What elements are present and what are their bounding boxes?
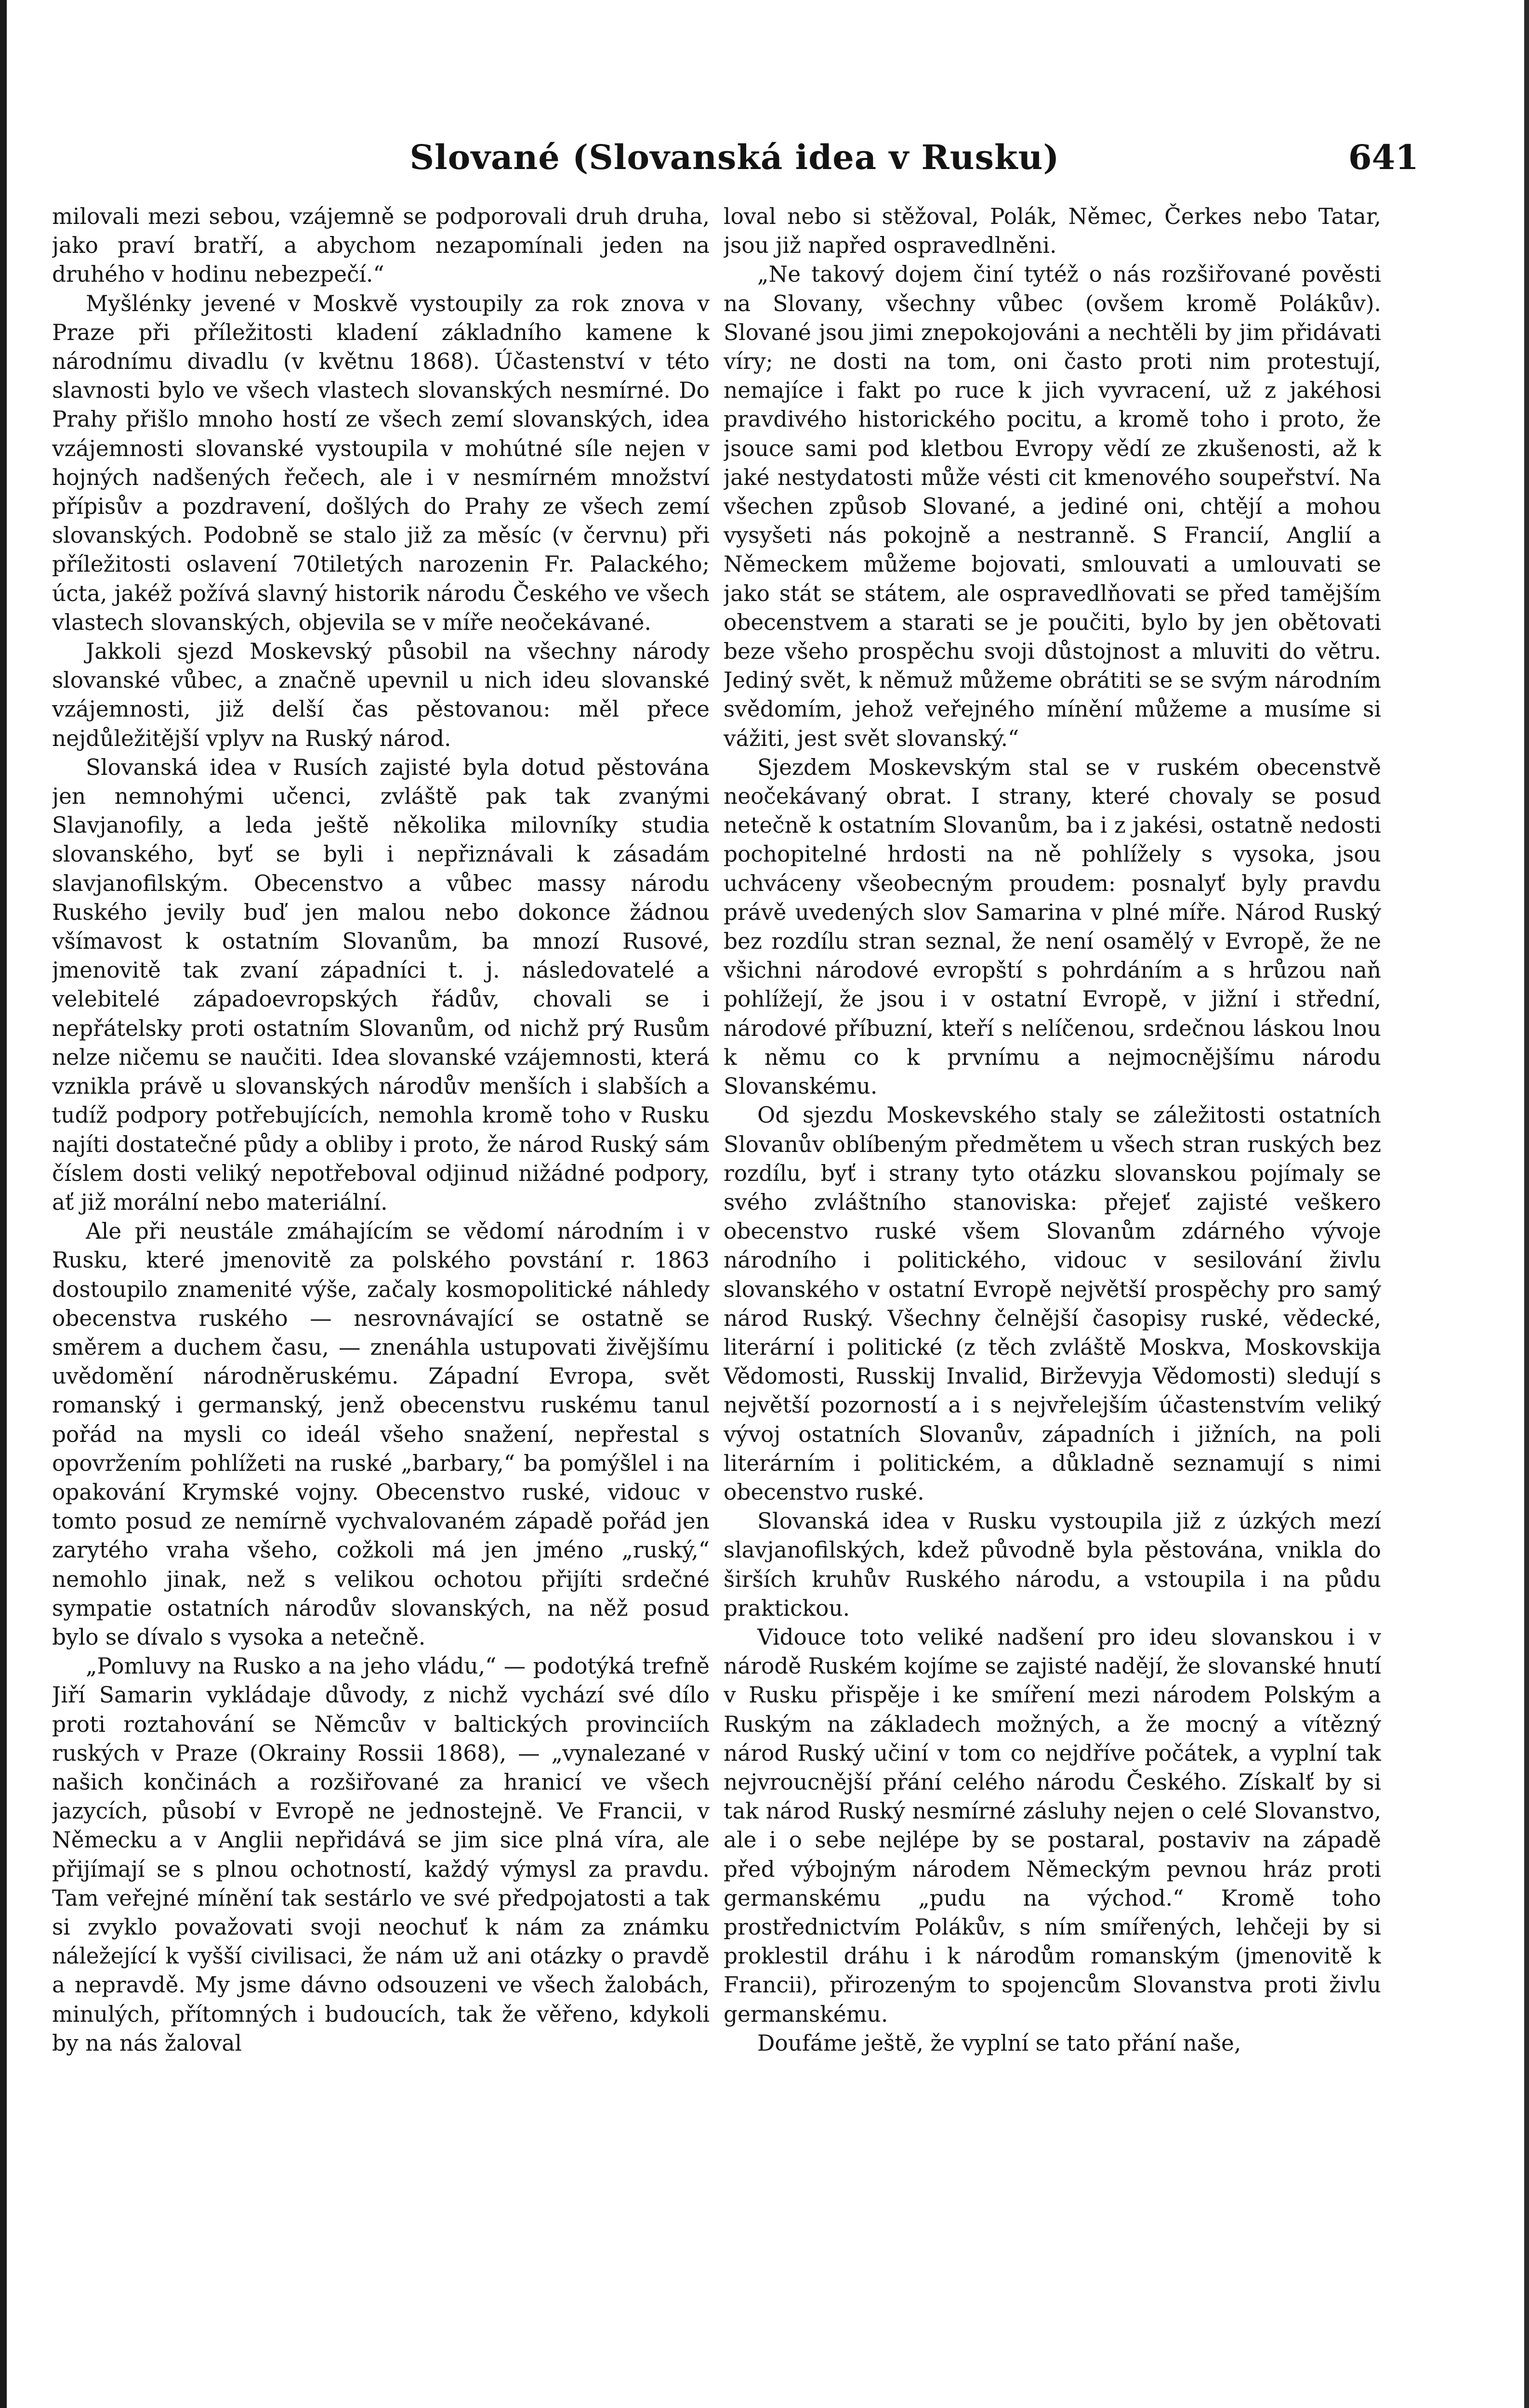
text-column-right [724, 202, 1381, 2408]
scan-border-right [1524, 0, 1529, 2408]
paragraph: „Ne takový dojem činí tytéž o nás rozšiřované pověsti na Slovany, všechny vůbec (ovšem kromě Polákův). Slované jsou jimi znepokojováni a nechtěli by jim přidávati víry; ne dosti na tom, oni často proti nim protestují, nemajíce i fakt po ruce k jich vyvracení, už z jakéhosi pravdivého historického pocitu, a kromě toho i proto, že jsouce sami pod kletbou Evropy vědí ze zkušenosti, až k jaké nestydatosti může vésti cit kmenového soupeřství. Na všechen způsob Slované, a jediné oni, chtějí a mohou vysyšeti nás pokojně a nestranně. S Francií, Anglií a Německem můžeme bojovati, smlouvati a umlouvati se jako stát se státem, ale ospravedlňovati se před tamějším obecenstvem a starati se je poučiti, bylo by jen obětovati beze všeho prospěchu svoji důstojnost a mluviti do větru. Jediný svět, k němuž můžeme obrátiti se se svým národním svědomím, jehož veřejného mínění můžeme a musíme si vážiti, jest svět slovanský.“ [724, 262, 1381, 751]
paragraph: „Pomluvy na Rusko a na jeho vládu,“ — podotýká trefně Jiří Samarin vykládaje důvody, z nichž vychází své dílo proti roztahování se Němcův v baltických provinciích ruských v Praze (Okrainy Rossii 1868), — „vynalezané v našich končinách a rozšiřované za hranicí ve všech jazycích, působí v Evropě ne jednostejně. Ve Francii, v Německu a v Anglii nepřidává se jim sice plná víra, ale přijímají se s plnou ochotností, každý výmysl za pravdu. Tam veřejné mínění tak sestárlo ve své předpojatosti a tak si zvyklo považovati svoji neochuť k nám za známku náležející k vyšší civilisaci, že nám už ani otázky o pravdě a nepravdě. My jsme dávno odsouzeni ve všech žalobách, minulých, přítomných i budoucích, tak že věřeno, kdykoli by na nás žaloval [52, 1653, 710, 2056]
page-number: 641 [1348, 137, 1419, 177]
paragraph: Od sjezdu Moskevského staly se záležitosti ostatních Slovanův oblíbeným předmětem u všech stran ruských bez rozdílu, byť i strany tyto otázku slovanskou pojímaly se svého zvláštního stanoviska: přejeť zajisté veškero obecenstvo ruské všem Slovanům zdárného vývoje národního i politického, vidouc v sesilování živlu slovanského v ostatní Evropě největší prospěchy pro samý národ Ruský. Všechny čelnější časopisy ruské, vědecké, literární i politické (z těch zvláště Moskva, Moskovskija Vědomosti, Russkij Invalid, Birževyja Vědomosti) sledují s největší pozorností a i s nejvřelejším účastenstvím veliký vývoj ostatních Slovanův, západních i jižních, na poli literárním i politickém, a důkladně seznamují s nimi obecenstvo ruské. [724, 1102, 1381, 1505]
paragraph: loval nebo si stěžoval, Polák, Němec, Čerkes nebo Tatar, jsou již napřed ospravedlněni. [724, 204, 1381, 259]
paragraph: Slovanská idea v Rusku vystoupila již z úzkých mezí slavjanofilských, kdež původně byla pěstována, vnikla do širších kruhův Ruského národu, a vstoupila i na půdu praktickou. [724, 1508, 1381, 1621]
paragraph: milovali mezi sebou, vzájemně se podporovali druh druha, jako praví bratří, a abychom nezapomínali jeden na druhého v hodinu nebezpečí.“ [52, 204, 710, 288]
page-header [51, 137, 1419, 190]
paragraph: Ale při neustále zmáhajícím se vědomí národním i v Rusku, které jmenovitě za polského povstání r. 1863 dostoupilo znamenité výše, začaly kosmopolitické náhledy obecenstva ruského — nesrovnávající se ostatně se směrem a duchem času, — znenáhla ustupovati živějšímu uvědomění národněruskému. Západní Evropa, svět romanský i germanský, jenž obecenstvu ruskému tanul pořád na mysli co ideál všeho snažení, nepřestal s opovržením pohlížeti na ruské „barbary,“ ba pomýšlel i na opakování Krymské vojny. Obecenstvo ruské, vidouc v tomto posud ze nemírně vychvalovaném západě pořád jen zarytého vraha všeho, cožkoli má jen jméno „ruský,“ nemohlo jinak, než s velikou ochotou přijíti srdečné sympatie ostatních národův slovanských, na něž posud bylo se dívalo s vysoka a netečně. [52, 1218, 710, 1650]
paragraph: Myšlénky jevené v Moskvě vystoupily za rok znova v Praze při příležitosti kladení základního kamene k národnímu divadlu (v květnu 1868). Účastenství v této slavnosti bylo ve všech vlastech slovanských nesmírné. Do Prahy přišlo mnoho hostí ze všech zemí slovanských, idea vzájemnosti slovanské vystoupila v mohútné síle nejen v hojných nadšených řečech, ale i v nesmírném množství přípisův a pozdravení, došlých do Prahy ze všech zemí slovanských. Podobně se stalo již za měsíc (v červnu) při příležitosti oslavení 70tiletých narozenin Fr. Palackého; úcta, jakéž požívá slavný historik národu Českého ve všech vlastech slovanských, objevila se v míře neočekávané. [52, 290, 710, 635]
paragraph: Vidouce toto veliké nadšení pro ideu slovanskou i v národě Ruském kojíme se zajisté nadějí, že slovanské hnutí v Rusku přispěje i ke smíření mezi národem Polským a Ruským na základech možných, a že mocný a vítězný národ Ruský učiní v tom co nejdříve počátek, a vyplní tak nejvroucnější přání celého národu Českého. Získalť by si tak národ Ruský nesmírné zásluhy nejen o celé Slovanstvo, ale i o sebe nejlépe by se postaral, postaviv na západě před výbojným národem Německým pevnou hráz proti germanskému „pudu na východ.“ Kromě toho prostřednictvím Polákův, s ním smířených, lehčeji by si proklestil dráhu i k národům romanským (jmenovitě k Francii), přirozeným to spojencům Slovanstva proti živlu germanskému. [724, 1624, 1381, 2027]
text-column-left [52, 202, 710, 2408]
paragraph: Jakkoli sjezd Moskevský působil na všechny národy slovanské vůbec, a značně upevnil u nich ideu slovanské vzájemnosti, již delší čas pěstovanou: měl přece nejdůležitější vplyv na Ruský národ. [52, 639, 710, 751]
paragraph: Sjezdem Moskevským stal se v ruském obecenstvě neočekávaný obrat. I strany, které chovaly se posud netečně k ostatním Slovanům, ba i z jakési, ostatně nedosti pochopitelné hrdosti na ně pohlížely s vysoka, jsou uchváceny všeobecným proudem: posnalyť byly pravdu právě uvedených slov Samarina v plné míře. Národ Ruský bez rozdílu stran seznal, že není osamělý v Evropě, že ne všichni národové evropští s pohrdáním a s hrůzou naň pohlížejí, že jsou i v ostatní Evropě, v jižní i střední, národové příbuzní, kteří s nelíčenou, srdečnou láskou lnou k němu co k prvnímu a nejmocnějšímu národu Slovanskému. [724, 754, 1381, 1099]
paragraph: Doufáme ještě, že vyplní se tato přání naše, [757, 2030, 1241, 2056]
running-title: Slované (Slovanská idea v Rusku) [409, 137, 1060, 177]
scan-border-left [0, 0, 7, 2408]
paragraph: Slovanská idea v Rusích zajisté byla dotud pěstována jen nemnohými učenci, zvláště pak tak zvanými Slavjanofily, a leda ještě několika milovníky studia slovanského, byť se byli i nepřiznávali k zásadám slavjanofilským. Obecenstvo a vůbec massy národu Ruského jevily buď jen malou nebo dokonce žádnou všímavost k ostatním Slovanům, ba mnozí Rusové, jmenovitě tak zvaní západníci t. j. následovatelé a velebitelé západoevropských řádův, chovali se i nepřátelsky proti ostatním Slovanům, od nichž prý Rusům nelze ničemu se naučiti. Idea slovanské vzájemnosti, která vznikla právě u slovanských národův menších i slabších a tudíž podpory potřebujících, nemohla kromě toho v Rusku najíti dostatečné půdy a obliby i proto, že národ Ruský sám číslem dosti veliký nepotřeboval odjinud nižádné podpory, ať již morální nebo materiální. [52, 754, 710, 1215]
